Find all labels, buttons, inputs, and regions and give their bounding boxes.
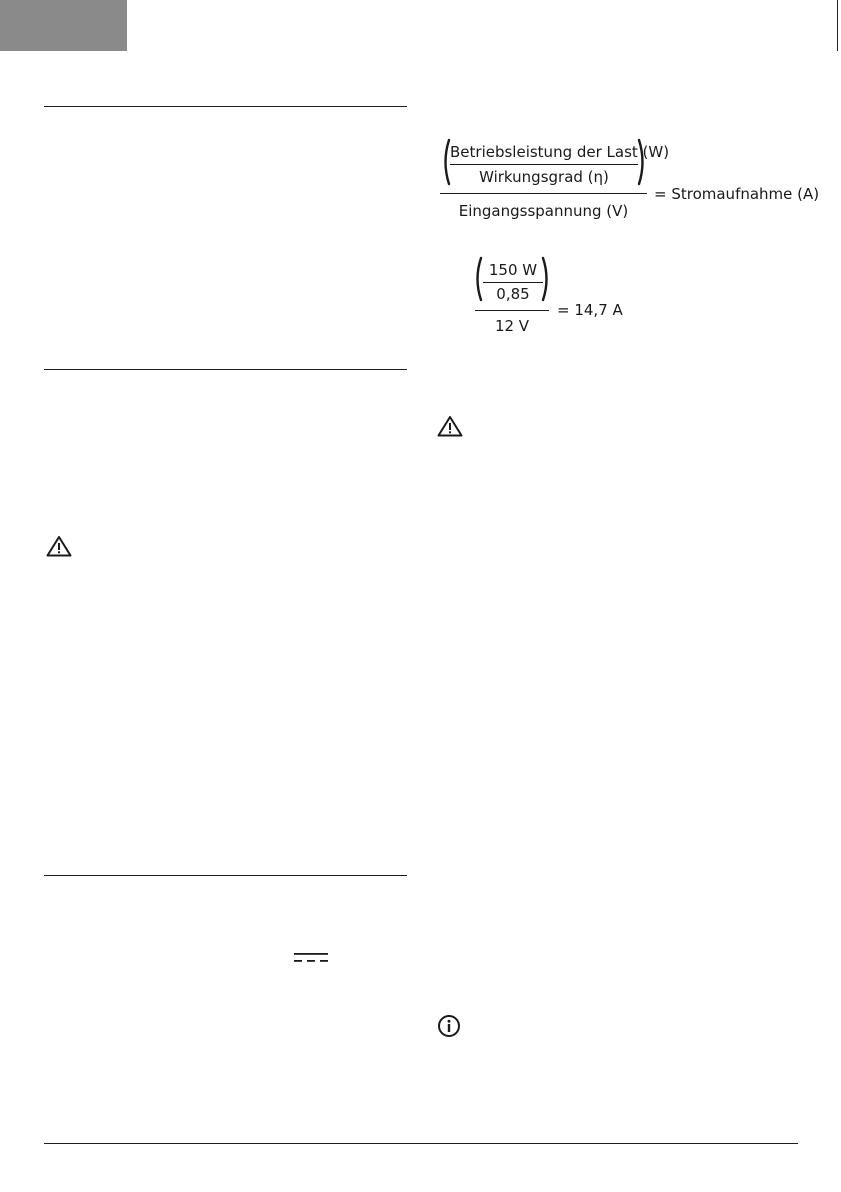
formula-example-inner-numerator: 150 W	[488, 261, 538, 279]
warning-triangle-icon	[437, 415, 463, 437]
info-circle-icon	[437, 1014, 461, 1038]
section-divider-1	[44, 106, 407, 107]
formula-general-result: = Stromaufnahme (A)	[654, 185, 820, 203]
right-parenthesis	[541, 256, 551, 302]
formula-example-outer-bar	[475, 310, 549, 311]
footer-rule	[44, 1143, 798, 1144]
header-tab	[0, 0, 127, 51]
formula-general-outer-bar	[440, 193, 647, 194]
formula-general-inner-numerator: Betriebsleistung der Last (W)	[450, 143, 670, 161]
warning-triangle-icon	[46, 535, 72, 557]
section-divider-2	[44, 369, 407, 370]
section-divider-3	[44, 875, 407, 876]
formula-general-outer-denominator: Eingangsspannung (V)	[458, 202, 629, 220]
left-parenthesis	[473, 256, 483, 302]
formula-example-outer-denominator: 12 V	[494, 317, 530, 335]
formula-example-inner-bar	[483, 282, 543, 283]
direct-current-symbol-icon	[294, 952, 328, 964]
formula-example-inner-denominator: 0,85	[496, 285, 530, 303]
formula-general-inner-denominator: Wirkungsgrad (η)	[479, 168, 609, 186]
formula-example-result: = 14,7 A	[557, 301, 623, 319]
header-edge-rule	[837, 0, 838, 51]
right-parenthesis	[637, 138, 647, 186]
formula-general-inner-bar	[450, 164, 638, 165]
